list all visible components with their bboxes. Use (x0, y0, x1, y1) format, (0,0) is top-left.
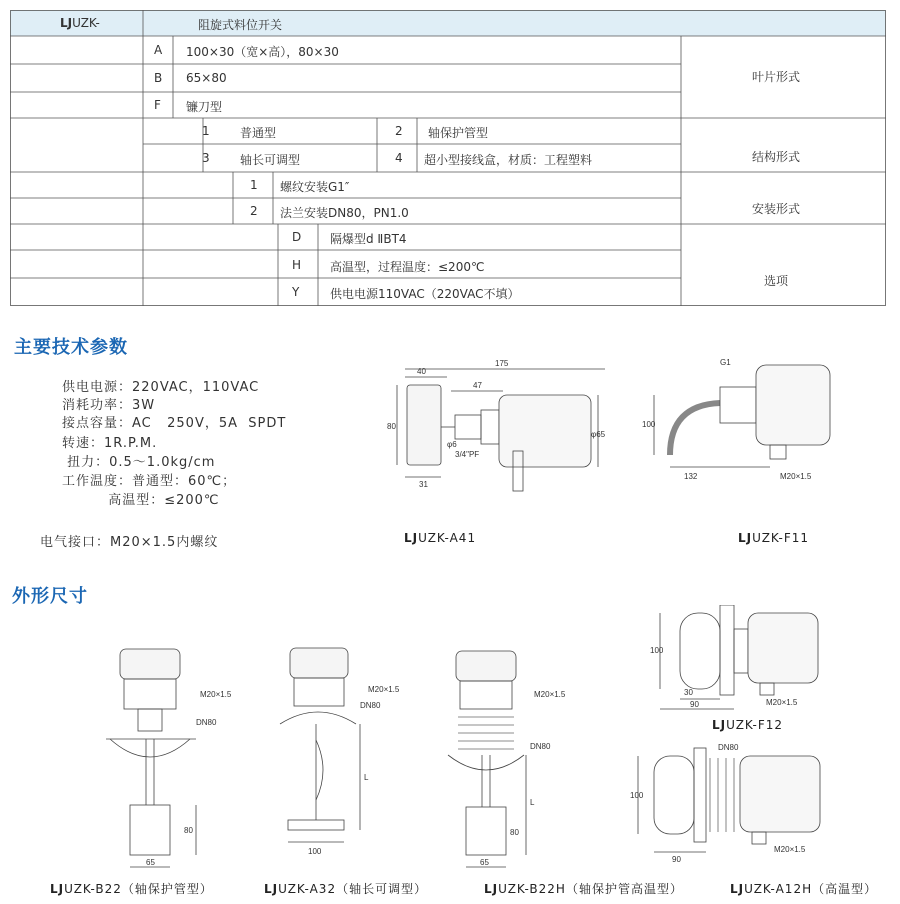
drawing-f12 (650, 605, 860, 715)
spec-line: 接点容量：AC 250V，5A SPDT (62, 416, 287, 431)
dim-g1: G1 (720, 358, 731, 367)
thread-label: 3/4"PF (455, 450, 480, 459)
dim-dn80: DN80 (530, 742, 551, 751)
spec-line: 扭力：0.5～1.0kg/cm (62, 455, 216, 470)
blade-code-a: A (154, 43, 163, 57)
caption-b22h: LJUZK-B22H（轴保护管高温型） (484, 882, 683, 896)
structure-desc-2: 轴保护管型 (428, 126, 489, 140)
dim-90: 90 (672, 855, 681, 864)
header-product-name: 阻旋式料位开关 (198, 18, 283, 32)
blade-code-b: B (154, 71, 163, 85)
dim-m20: M20×1.5 (368, 685, 400, 694)
blade-desc-f: 镰刀型 (186, 100, 223, 114)
dim-31: 31 (419, 480, 428, 489)
electrical-interface: 电气接口：M20×1.5内螺纹 (40, 535, 219, 550)
mounting-code-2: 2 (250, 204, 258, 218)
dim-80: 80 (387, 422, 396, 431)
dim-m20: M20×1.5 (780, 472, 812, 481)
spec-line: 消耗功率：3W (62, 398, 156, 413)
mounting-desc-2: 法兰安装DN80，PN1.0 (280, 206, 409, 220)
mounting-category: 安装形式 (752, 202, 801, 216)
structure-desc-1: 普通型 (240, 126, 277, 140)
dim-100: 100 (650, 646, 664, 655)
dim-m20: M20×1.5 (774, 845, 806, 854)
option-desc-y: 供电电源110VAC（220VAC不填） (330, 287, 520, 301)
mounting-code-1: 1 (250, 178, 258, 192)
spec-line: 供电电源：220VAC，110VAC (62, 380, 260, 395)
dim-175: 175 (495, 359, 509, 368)
dim-90: 90 (690, 700, 699, 709)
dim-132: 132 (684, 472, 698, 481)
model-selection-table (10, 10, 886, 306)
structure-code-3: 3 (202, 151, 210, 165)
caption-f11: LJUZK-F11 (738, 531, 810, 545)
caption-a12h: LJUZK-A12H（高温型） (730, 882, 878, 896)
structure-code-1: 1 (202, 124, 210, 138)
dim-47: 47 (473, 381, 482, 390)
options-category: 选项 (764, 274, 789, 288)
specs-title: 主要技术参数 (14, 337, 128, 358)
option-desc-h: 高温型，过程温度：≤200℃ (330, 260, 485, 274)
caption-b22: LJUZK-B22（轴保护管型） (50, 882, 213, 896)
drawing-b22h (440, 645, 600, 875)
drawing-b22 (96, 645, 236, 875)
dim-80: 80 (510, 828, 519, 837)
dim-m20: M20×1.5 (200, 690, 232, 699)
dim-phi65: φ65 (591, 430, 606, 439)
spec-line: 高温型：≤200℃ (62, 493, 220, 508)
option-code-h: H (292, 258, 302, 272)
blade-desc-a: 100×30（宽×高），80×30 (186, 45, 339, 59)
structure-category: 结构形式 (752, 150, 801, 164)
caption-a32: LJUZK-A32（轴长可调型） (264, 882, 428, 896)
blade-desc-b: 65×80 (186, 71, 227, 85)
mounting-desc-1: 螺纹安装G1″ (280, 180, 350, 194)
drawing-f11 (640, 355, 840, 490)
dim-30: 30 (684, 688, 693, 697)
caption-a41: LJUZK-A41 (404, 531, 477, 545)
structure-desc-3: 轴长可调型 (240, 153, 301, 167)
structure-code-4: 4 (395, 151, 403, 165)
dim-100: 100 (308, 847, 322, 856)
dim-l: L (364, 773, 369, 782)
dim-80: 80 (184, 826, 193, 835)
dim-phi6: φ6 (447, 440, 457, 449)
drawing-a12h (630, 740, 860, 870)
option-code-d: D (292, 230, 302, 244)
dim-100: 100 (630, 791, 644, 800)
dim-dn80: DN80 (360, 701, 381, 710)
option-code-y: Y (292, 285, 300, 299)
dim-m20: M20×1.5 (766, 698, 798, 707)
dim-m20: M20×1.5 (534, 690, 566, 699)
dim-dn80: DN80 (196, 718, 217, 727)
dim-dn80: DN80 (718, 743, 739, 752)
dim-65: 65 (146, 858, 155, 867)
dimensions-title: 外形尺寸 (12, 586, 88, 607)
dim-l: L (530, 798, 535, 807)
drawing-a32 (270, 640, 420, 870)
structure-desc-4: 超小型接线盒，材质：工程塑料 (424, 153, 593, 167)
drawing-a41 (385, 355, 615, 510)
spec-line: 转速：1R.P.M. (62, 436, 158, 451)
blade-code-f: F (154, 98, 161, 112)
blade-category: 叶片形式 (752, 70, 801, 84)
spec-line: 工作温度：普通型：60℃； (62, 474, 237, 489)
dim-100: 100 (642, 420, 656, 429)
model-prefix: LJUZK- (60, 16, 100, 30)
structure-code-2: 2 (395, 124, 403, 138)
dim-40: 40 (417, 367, 426, 376)
dim-65: 65 (480, 858, 489, 867)
caption-f12: LJUZK-F12 (712, 718, 784, 732)
option-desc-d: 隔爆型d ⅡBT4 (330, 232, 407, 246)
